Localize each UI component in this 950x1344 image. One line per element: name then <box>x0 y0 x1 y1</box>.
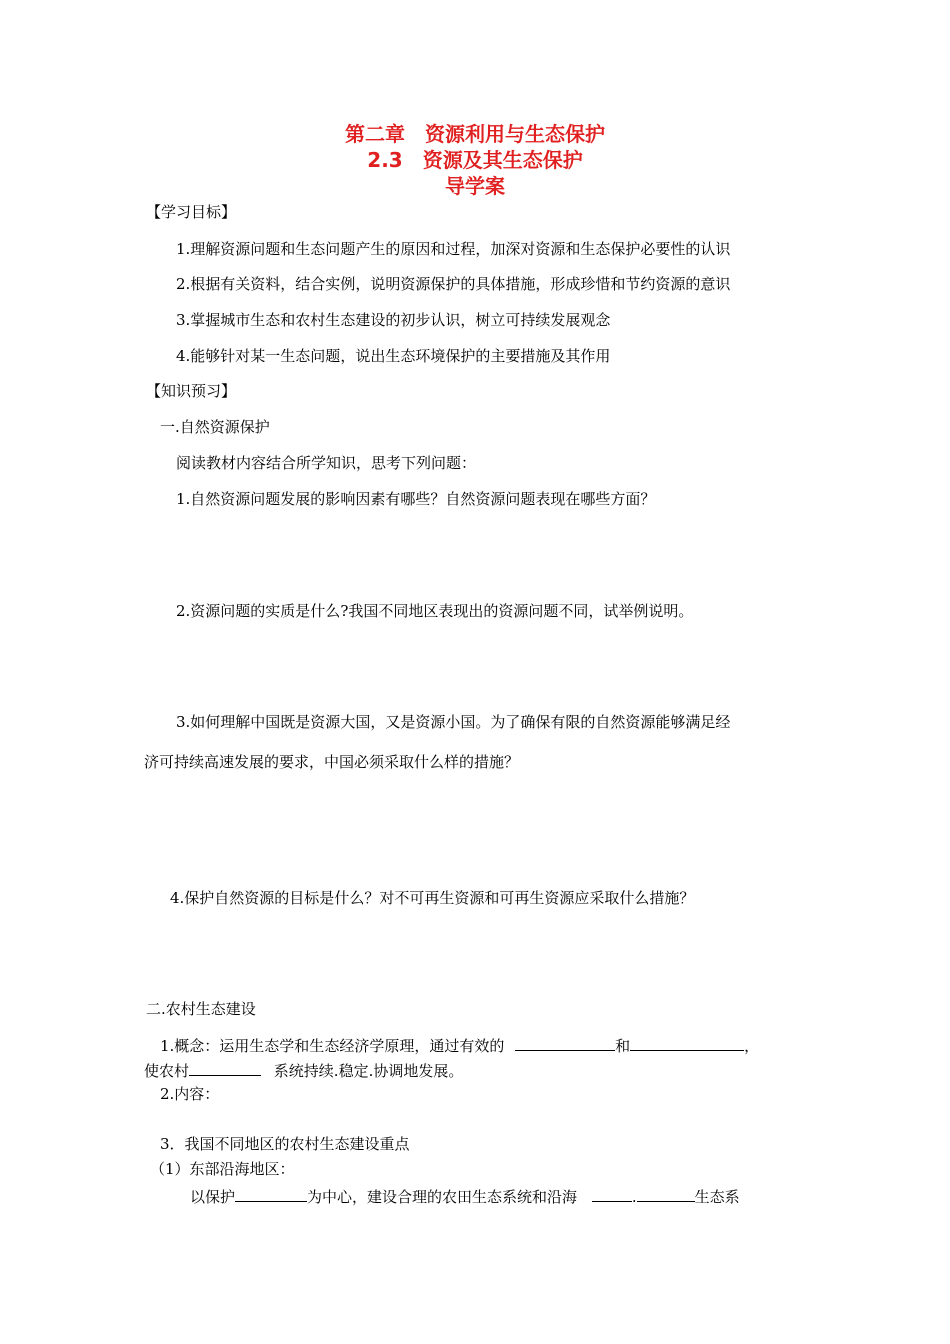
key-points-title: 3．我国不同地区的农村生态建设重点 <box>160 1135 410 1153</box>
east-text-b: 为中心，建设合理的农田生态系统和沿海 <box>307 1188 578 1206</box>
concept-line2 <box>144 1059 463 1081</box>
concept-blank-1[interactable] <box>515 1034 615 1051</box>
objective-item: 3.掌握城市生态和农村生态建设的初步认识，树立可持续发展观念 <box>176 311 611 329</box>
objective-item: 4.能够针对某一生态问题，说出生态环境保护的主要措施及其作用 <box>176 347 611 365</box>
concept-text-b: 使农村 <box>144 1062 190 1080</box>
section1-title: 一.自然资源保护 <box>160 418 270 436</box>
concept-line1 <box>160 1034 759 1056</box>
east-dot: . <box>631 1188 637 1206</box>
concept-text: 1.概念：运用生态学和生态经济学原理，通过有效的 <box>160 1037 505 1055</box>
question-3-line2: 济可持续高速发展的要求，中国必须采取什么样的措施？ <box>144 753 520 771</box>
preview-heading: 【知识预习】 <box>146 382 237 400</box>
concept-blank-2[interactable] <box>630 1034 744 1051</box>
east-text-a: 以保护 <box>190 1188 236 1206</box>
question-3-line1: 3.如何理解中国既是资源大国，又是资源小国。为了确保有限的自然资源能够满足经 <box>176 713 731 731</box>
east-blank-3[interactable] <box>637 1185 695 1202</box>
concept-blank-3[interactable] <box>189 1059 261 1076</box>
concept-comma: ， <box>744 1037 760 1055</box>
objectives-heading: 【学习目标】 <box>146 203 237 221</box>
question-4: 4.保护自然资源的目标是什么？对不可再生资源和可再生资源应采取什么措施？ <box>170 889 695 907</box>
question-1: 1.自然资源问题发展的影响因素有哪些？自然资源问题表现在哪些方面？ <box>176 490 656 508</box>
objective-item: 2.根据有关资料，结合实例，说明资源保护的具体措施，形成珍惜和节约资源的意识 <box>176 275 731 293</box>
east-region-title: （1）东部沿海地区： <box>150 1160 295 1178</box>
section-title: 2.3 资源及其生态保护 <box>367 148 583 172</box>
section1-intro: 阅读教材内容结合所学知识，思考下列问题： <box>176 454 477 472</box>
chapter-title: 第二章 资源利用与生态保护 <box>345 122 605 146</box>
east-blank-2[interactable] <box>592 1185 632 1202</box>
east-blank-1[interactable] <box>235 1185 307 1202</box>
concept-text-c: 系统持续.稳定.协调地发展。 <box>273 1062 464 1080</box>
east-region-line <box>190 1185 740 1207</box>
content-label: 2.内容： <box>160 1085 220 1103</box>
section2-title: 二.农村生态建设 <box>146 1000 256 1018</box>
objective-item: 1.理解资源问题和生态问题产生的原因和过程，加深对资源和生态保护必要性的认识 <box>176 240 731 258</box>
question-2: 2.资源问题的实质是什么?我国不同地区表现出的资源问题不同，试举例说明。 <box>176 602 694 620</box>
doc-type-title: 导学案 <box>445 174 505 198</box>
concept-and: 和 <box>615 1037 631 1055</box>
east-text-c: 生态系 <box>694 1188 740 1206</box>
